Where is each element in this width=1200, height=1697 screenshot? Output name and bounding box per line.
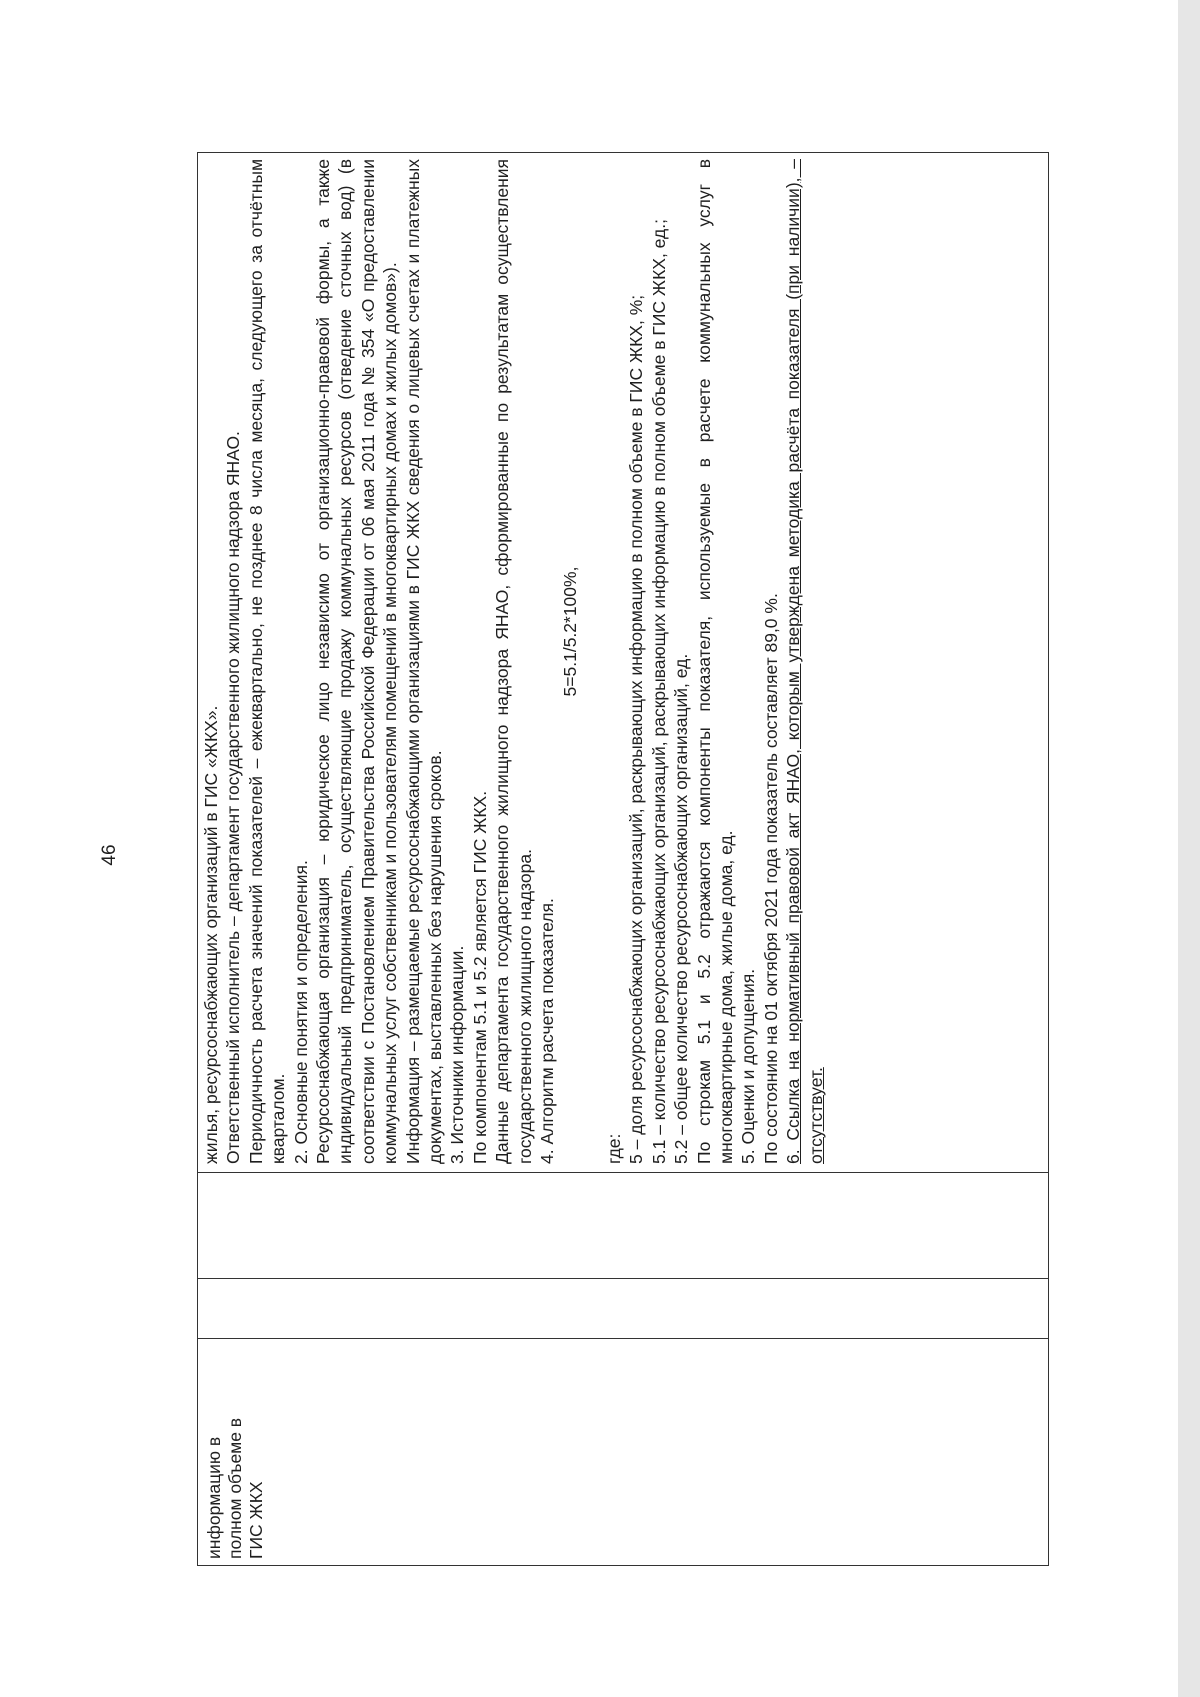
paragraph: Ресурсоснабжающая организация – юридическое лицо независимо от организационно-правовой формы, а также индивидуальный предприниматель, осуществляющие продажу коммунальных ресурсов (отведение сточных вод) (в соответствии с Постановлением Правительства Российской Федерации от 06 мая 2011 года № 354 «О предоставлении коммунальных услуг собственникам и пользователям помещений в многоквартирных домах и жилых домов»). [313,159,401,1164]
methodology-text [198,153,827,1172]
section-heading: 2. Основные понятия и определения. [290,860,311,1164]
page-number: 46 [99,844,120,866]
paragraph: 5.2 – общее количество ресурсоснабжающих организаций, ед. [671,653,692,1164]
methodology-cell [198,153,1049,1173]
formula: 5=5.1/5.2*100%, [559,566,580,697]
paragraph: Данные департамента государственного жилищного надзора ЯНАО, сформированные по результатам осуществления государственного жилищного надзора. [492,159,535,1164]
table-row [198,153,1049,1566]
section-heading: 5. Оценки и допущения. [738,968,759,1164]
paragraph: Ответственный исполнитель – департамент государственного жилищного надзора ЯНАО. [223,431,244,1164]
spacer [581,159,603,1164]
indicator-table [197,152,1049,1566]
section-heading: 3. Источники информации. [447,945,468,1164]
paragraph: По строкам 5.1 и 5.2 отражаются компоненты показателя, используемые в расчете коммунальных услуг в многоквартирные дома, жилые дома, ед. [693,159,736,1164]
empty-cell [198,1279,1049,1339]
indicator-name [198,1339,267,1565]
paragraph: Информация – размещаемые ресурсоснабжающими организациями в ГИС ЖКХ сведения о лицевых счетах и платежных документах, выставленных без нарушения сроков. [402,159,446,1164]
indicator-name-line: полном объеме в [225,1417,245,1559]
indicator-name-line: информацию в [204,1436,224,1559]
scan-edge-strip [1178,0,1200,1697]
indicator-name-line: ГИС ЖКХ [246,1481,266,1559]
paragraph: Периодичность расчета значений показателей – ежеквартально, не позднее 8 числа месяца, следующего за отчётным кварталом. [245,159,289,1164]
section-heading: 4. Алгоритм расчета показателя. [537,898,558,1164]
rotated-page-content [197,153,1049,1566]
paragraph: По компонентам 5.1 и 5.2 является ГИС ЖКХ. [469,790,490,1164]
paragraph: жилья, ресурсоснабжающих организаций в ГИС «ЖКХ». [201,705,221,1164]
empty-cell [198,1173,1049,1279]
indicator-name-cell [198,1339,1049,1566]
paragraph: где: [603,1133,624,1164]
paragraph: 5.1 – количество ресурсоснабжающих организаций, раскрывающих информацию в полном объеме в ГИС ЖКХ, ед.; [648,219,669,1164]
paragraph: 5 – доля ресурсоснабжающих организаций, раскрывающих информацию в полном объеме в ГИС ЖКХ, %; [626,294,647,1164]
paragraph: 6. Ссылка на нормативный правовой акт ЯНАО, которым утверждена методика расчёта показателя (при наличии), – отсутствует. [783,159,826,1164]
paragraph: По состоянию на 01 октября 2021 года показатель составляет 89,0 %. [760,593,781,1164]
